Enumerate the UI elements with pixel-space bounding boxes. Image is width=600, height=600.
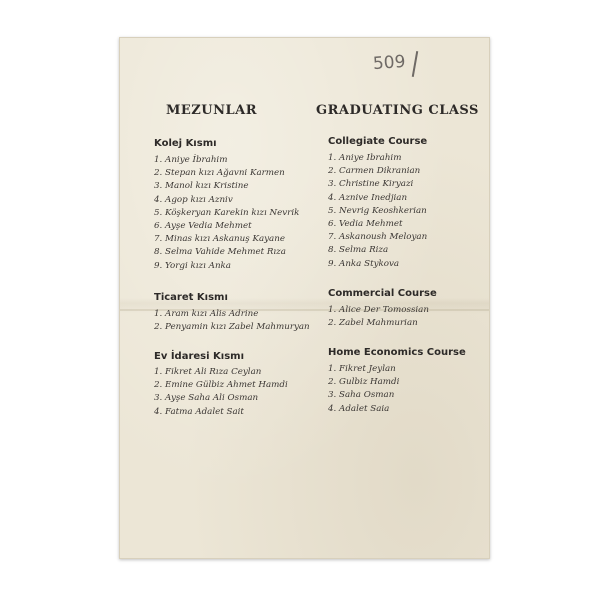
list-item: 3. Manol kızı Kristine	[154, 181, 249, 192]
list-item: 7. Minas kızı Askanuş Kayane	[154, 234, 285, 245]
list-item: 8. Selma Riza	[328, 245, 389, 256]
section-title-commerce-en: Commercial Course	[328, 288, 437, 299]
list-item: 5. Nevrig Keoshkerian	[328, 205, 427, 216]
section-title-college-tr: Kolej Kısmı	[154, 138, 217, 149]
list-item: 5. Köşkeryan Karekin kızı Nevrik	[154, 207, 300, 218]
graduates-list-commerce-tr	[154, 308, 310, 334]
heading-english: GRADUATING CLASS	[316, 103, 479, 118]
list-item: 1. Alice Der Tomossian	[328, 305, 429, 315]
section-title-commerce-tr: Ticaret Kısmı	[154, 292, 228, 303]
handwritten-number: 509	[372, 51, 407, 75]
graduates-list-college-en	[328, 152, 427, 271]
graduates-list-home-economics-en	[328, 363, 399, 416]
list-item: 6. Vedia Mehmet	[328, 218, 403, 229]
list-item: 1. Aram kızı Alis Adrine	[154, 309, 259, 319]
list-item: 7. Askanoush Meloyan	[328, 232, 428, 243]
list-item: 6. Ayşe Vedia Mehmet	[154, 220, 252, 231]
list-item: 8. Selma Vahide Mehmet Rıza	[154, 247, 286, 258]
list-item: 2. Zabel Mahmurian	[328, 318, 418, 329]
list-item: 3. Christine Kiryazi	[328, 179, 414, 190]
heading-turkish: MEZUNLAR	[166, 103, 258, 118]
list-item: 4. Aznive Inedjian	[328, 192, 408, 203]
list-item: 9. Yorgi kızı Anka	[154, 260, 231, 271]
list-item: 1. Aniye Ibrahim	[328, 153, 402, 163]
graduates-list-commerce-en	[328, 304, 429, 330]
list-item: 4. Agop kızı Azniv	[154, 194, 233, 205]
list-item: 1. Aniye İbrahim	[154, 155, 228, 165]
graduation-program-page	[119, 37, 490, 559]
list-item: 2. Stepan kızı Ağavni Karmen	[154, 168, 285, 179]
list-item: 4. Adalet Saia	[328, 403, 390, 414]
list-item: 1. Fikret Ali Rıza Ceylan	[154, 367, 262, 377]
list-item: 3. Ayşe Saha Ali Osman	[154, 393, 259, 404]
list-item: 2. Gulbiz Hamdi	[328, 377, 400, 388]
list-item: 2. Emine Gülbiz Ahmet Hamdi	[154, 380, 288, 391]
section-title-home-economics-en: Home Economics Course	[328, 347, 466, 358]
list-item: 2. Penyamin kızı Zabel Mahmuryan	[154, 322, 310, 333]
list-item: 1. Fikret Jeylan	[328, 364, 396, 374]
list-item: 3. Saha Osman	[328, 390, 395, 401]
graduates-list-home-economics-tr	[154, 366, 288, 419]
section-title-home-economics-tr: Ev İdaresi Kısmı	[154, 351, 245, 362]
handwritten-slash	[412, 51, 418, 77]
section-title-college-en: Collegiate Course	[328, 136, 428, 147]
list-item: 2. Carmen Dikranian	[328, 166, 421, 177]
list-item: 9. Anka Stykova	[328, 258, 400, 269]
graduates-list-college-tr	[154, 154, 299, 273]
list-item: 4. Fatma Adalet Sait	[154, 406, 244, 417]
